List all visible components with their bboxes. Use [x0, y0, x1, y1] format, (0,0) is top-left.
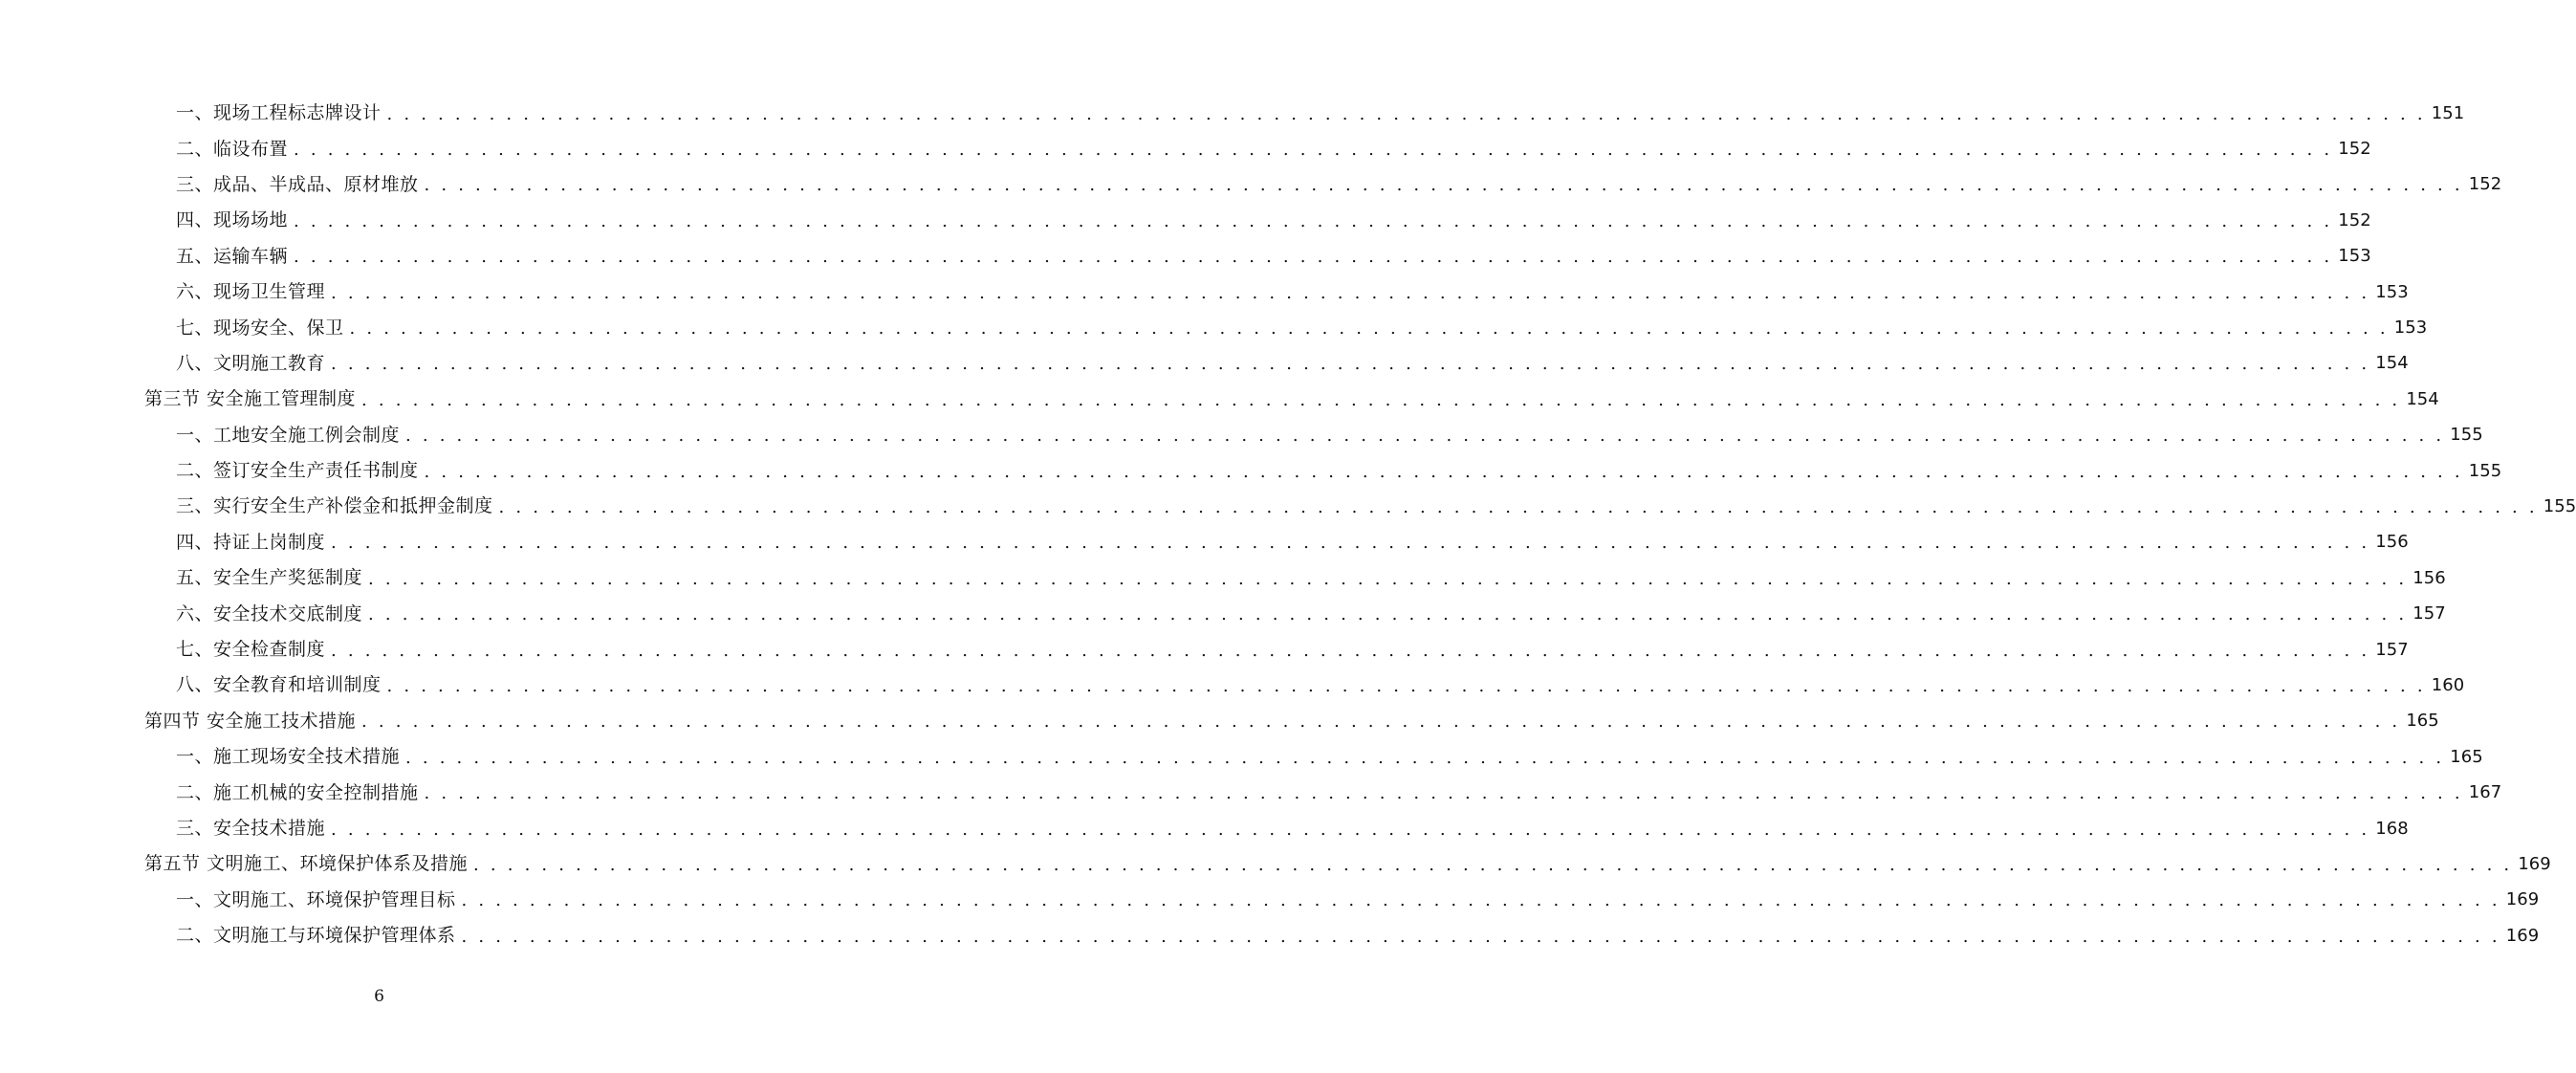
toc-dot-leader: . . . . . . . . . . . . . . . . . . . . . . . . . . . . . . . . . . . . . . . . . . . . . . . . . . . . . . . . . . . . . . . . . . . . . . . . . . . . . . . . . . . . . . . . . . . . . . . . . . . . . . . . . . . . . . . . . . . . . . . . — [405, 747, 2445, 768]
toc-dot-leader: . . . . . . . . . . . . . . . . . . . . . . . . . . . . . . . . . . . . . . . . . . . . . . . . . . . . . . . . . . . . . . . . . . . . . . . . . . . . . . . . . . . . . . . . . . . . . . . . . . . . . . . . . . . . . . . . . . . . . . . . — [461, 926, 2500, 947]
toc-dot-leader: . . . . . . . . . . . . . . . . . . . . . . . . . . . . . . . . . . . . . . . . . . . . . . . . . . . . . . . . . . . . . . . . . . . . . . . . . . . . . . . . . . . . . . . . . . . . . . . . . . . . . . . . . . . . . . . . . . . . . . . . — [473, 854, 2513, 875]
toc-entry-page-number: 154 — [2375, 353, 2409, 374]
toc-entry-title: 三、成品、半成品、原材堆放 — [176, 173, 419, 195]
toc-entry-title: 二、施工机械的安全控制措施 — [176, 781, 419, 803]
toc-section-entry[interactable] — [0, 382, 2439, 417]
toc-dot-leader: . . . . . . . . . . . . . . . . . . . . . . . . . . . . . . . . . . . . . . . . . . . . . . . . . . . . . . . . . . . . . . . . . . . . . . . . . . . . . . . . . . . . . . . . . . . . . . . . . . . . . . . . . . . . . . . . . . . . . . . . — [331, 354, 2370, 375]
toc-dot-leader: . . . . . . . . . . . . . . . . . . . . . . . . . . . . . . . . . . . . . . . . . . . . . . . . . . . . . . . . . . . . . . . . . . . . . . . . . . . . . . . . . . . . . . . . . . . . . . . . . . . . . . . . . . . . . . . . . . . . . . . . — [331, 282, 2370, 303]
toc-entry[interactable] — [0, 596, 2446, 631]
toc-dot-leader: . . . . . . . . . . . . . . . . . . . . . . . . . . . . . . . . . . . . . . . . . . . . . . . . . . . . . . . . . . . . . . . . . . . . . . . . . . . . . . . . . . . . . . . . . . . . . . . . . . . . . . . . . . . . . . . . . . . . . . . . — [331, 640, 2370, 661]
toc-entry-title: 五、安全生产奖惩制度 — [176, 567, 363, 589]
toc-entry[interactable] — [0, 131, 2371, 166]
toc-entry-title: 第三节 安全施工管理制度 — [144, 388, 357, 410]
toc-dot-leader: . . . . . . . . . . . . . . . . . . . . . . . . . . . . . . . . . . . . . . . . . . . . . . . . . . . . . . . . . . . . . . . . . . . . . . . . . . . . . . . . . . . . . . . . . . . . . . . . . . . . . . . . . . . . . . . . . . . . . . . . — [386, 675, 2426, 696]
toc-entry-title: 一、文明施工、环境保护管理目标 — [176, 888, 456, 910]
toc-entry-title: 一、施工现场安全技术措施 — [176, 746, 401, 768]
toc-entry-page-number: 169 — [2505, 889, 2540, 910]
toc-dot-leader: . . . . . . . . . . . . . . . . . . . . . . . . . . . . . . . . . . . . . . . . . . . . . . . . . . . . . . . . . . . . . . . . . . . . . . . . . . . . . . . . . . . . . . . . . . . . . . . . . . . . . . . . . . . . . . . . . . . . . . . . — [294, 140, 2333, 161]
toc-entry[interactable] — [0, 811, 2409, 846]
toc-entry-title: 七、安全检查制度 — [176, 639, 326, 661]
toc-entry-page-number: 165 — [2450, 746, 2483, 767]
toc-entry-title: 一、工地安全施工例会制度 — [176, 424, 401, 446]
toc-entry-title: 六、安全技术交底制度 — [176, 602, 363, 624]
toc-section-entry[interactable] — [0, 704, 2439, 739]
toc-entry-page-number: 155 — [2468, 460, 2502, 481]
toc-dot-leader: . . . . . . . . . . . . . . . . . . . . . . . . . . . . . . . . . . . . . . . . . . . . . . . . . . . . . . . . . . . . . . . . . . . . . . . . . . . . . . . . . . . . . . . . . . . . . . . . . . . . . . . . . . . . . . . . . . . . . . . . — [349, 318, 2389, 339]
toc-entry-title: 一、现场工程标志牌设计 — [176, 102, 382, 124]
toc-entry-page-number: 160 — [2431, 674, 2465, 695]
toc-entry[interactable] — [0, 346, 2409, 382]
toc-entry-title: 六、现场卫生管理 — [176, 281, 326, 303]
toc-entry-page-number: 152 — [2468, 174, 2502, 195]
toc-entry[interactable] — [0, 310, 2428, 345]
toc-entry-title: 二、文明施工与环境保护管理体系 — [176, 925, 456, 947]
toc-entry-page-number: 156 — [2375, 532, 2409, 553]
toc-entry-page-number: 165 — [2406, 711, 2439, 732]
toc-dot-leader: . . . . . . . . . . . . . . . . . . . . . . . . . . . . . . . . . . . . . . . . . . . . . . . . . . . . . . . . . . . . . . . . . . . . . . . . . . . . . . . . . . . . . . . . . . . . . . . . . . . . . . . . . . . . . . . . . . . . . . . . — [424, 175, 2463, 196]
toc-entry[interactable] — [0, 274, 2409, 310]
toc-entry[interactable] — [0, 167, 2502, 203]
toc-entry-title: 三、实行安全生产补偿金和抵押金制度 — [176, 495, 493, 517]
toc-dot-leader: . . . . . . . . . . . . . . . . . . . . . . . . . . . . . . . . . . . . . . . . . . . . . . . . . . . . . . . . . . . . . . . . . . . . . . . . . . . . . . . . . . . . . . . . . . . . . . . . . . . . . . . . . . . . . . . . . . . . . . . . — [386, 103, 2426, 124]
toc-entry[interactable] — [0, 525, 2409, 560]
toc-dot-leader: . . . . . . . . . . . . . . . . . . . . . . . . . . . . . . . . . . . . . . . . . . . . . . . . . . . . . . . . . . . . . . . . . . . . . . . . . . . . . . . . . . . . . . . . . . . . . . . . . . . . . . . . . . . . . . . . . . . . . . . . — [361, 389, 2401, 410]
toc-dot-leader: . . . . . . . . . . . . . . . . . . . . . . . . . . . . . . . . . . . . . . . . . . . . . . . . . . . . . . . . . . . . . . . . . . . . . . . . . . . . . . . . . . . . . . . . . . . . . . . . . . . . . . . . . . . . . . . . . . . . . . . . — [424, 461, 2463, 482]
toc-entry-page-number: 169 — [2505, 925, 2540, 946]
toc-entry-title: 四、持证上岗制度 — [176, 531, 326, 553]
toc-entry[interactable] — [0, 418, 2483, 453]
toc-entry-title: 四、现场场地 — [176, 209, 289, 231]
page-number: 6 — [374, 987, 384, 1006]
toc-dot-leader: . . . . . . . . . . . . . . . . . . . . . . . . . . . . . . . . . . . . . . . . . . . . . . . . . . . . . . . . . . . . . . . . . . . . . . . . . . . . . . . . . . . . . . . . . . . . . . . . . . . . . . . . . . . . . . . . . . . . . . . . — [461, 890, 2500, 911]
toc-entry-page-number: 156 — [2412, 567, 2446, 588]
toc-entry-page-number: 152 — [2338, 209, 2371, 230]
toc-entry-title: 二、签订安全生产责任书制度 — [176, 460, 419, 482]
toc-entry-title: 八、文明施工教育 — [176, 352, 326, 374]
toc-entry-page-number: 155 — [2450, 425, 2483, 446]
toc-entry-page-number: 169 — [2518, 853, 2551, 874]
toc-entry[interactable] — [0, 918, 2540, 953]
toc-dot-leader: . . . . . . . . . . . . . . . . . . . . . . . . . . . . . . . . . . . . . . . . . . . . . . . . . . . . . . . . . . . . . . . . . . . . . . . . . . . . . . . . . . . . . . . . . . . . . . . . . . . . . . . . . . . . . . . . . . . . . . . . — [424, 783, 2463, 804]
toc-dot-leader: . . . . . . . . . . . . . . . . . . . . . . . . . . . . . . . . . . . . . . . . . . . . . . . . . . . . . . . . . . . . . . . . . . . . . . . . . . . . . . . . . . . . . . . . . . . . . . . . . . . . . . . . . . . . . . . . . . . . . . . . — [368, 568, 2408, 589]
toc-entry[interactable] — [0, 239, 2371, 274]
toc-entry[interactable] — [0, 489, 2576, 524]
toc-entry[interactable] — [0, 203, 2371, 238]
toc-entry-page-number: 151 — [2431, 102, 2465, 123]
toc-entry-page-number: 168 — [2375, 818, 2409, 839]
toc-entry-page-number: 167 — [2468, 782, 2502, 803]
toc-entry[interactable] — [0, 453, 2502, 489]
toc-entry-title: 第四节 安全施工技术措施 — [144, 710, 357, 732]
toc-entry-page-number: 157 — [2412, 603, 2446, 624]
toc-dot-leader: . . . . . . . . . . . . . . . . . . . . . . . . . . . . . . . . . . . . . . . . . . . . . . . . . . . . . . . . . . . . . . . . . . . . . . . . . . . . . . . . . . . . . . . . . . . . . . . . . . . . . . . . . . . . . . . . . . . . . . . . — [405, 426, 2445, 447]
toc-dot-leader: . . . . . . . . . . . . . . . . . . . . . . . . . . . . . . . . . . . . . . . . . . . . . . . . . . . . . . . . . . . . . . . . . . . . . . . . . . . . . . . . . . . . . . . . . . . . . . . . . . . . . . . . . . . . . . . . . . . . . . . . — [331, 819, 2370, 840]
toc-dot-leader: . . . . . . . . . . . . . . . . . . . . . . . . . . . . . . . . . . . . . . . . . . . . . . . . . . . . . . . . . . . . . . . . . . . . . . . . . . . . . . . . . . . . . . . . . . . . . . . . . . . . . . . . . . . . . . . . . . . . . . . . — [331, 533, 2370, 554]
toc-entry-page-number: 152 — [2338, 139, 2371, 160]
table-of-contents — [0, 96, 2576, 953]
toc-entry-page-number: 153 — [2393, 318, 2428, 339]
toc-entry[interactable] — [0, 668, 2465, 703]
toc-entry-page-number: 153 — [2375, 281, 2409, 302]
toc-entry[interactable] — [0, 560, 2446, 596]
toc-entry[interactable] — [0, 775, 2502, 810]
toc-entry-page-number: 157 — [2375, 639, 2409, 660]
toc-entry-page-number: 153 — [2338, 246, 2371, 267]
toc-entry-title: 二、临设布置 — [176, 138, 289, 160]
toc-dot-leader: . . . . . . . . . . . . . . . . . . . . . . . . . . . . . . . . . . . . . . . . . . . . . . . . . . . . . . . . . . . . . . . . . . . . . . . . . . . . . . . . . . . . . . . . . . . . . . . . . . . . . . . . . . . . . . . . . . . . . . . . — [368, 604, 2408, 625]
toc-entry-page-number: 155 — [2543, 495, 2576, 516]
toc-dot-leader: . . . . . . . . . . . . . . . . . . . . . . . . . . . . . . . . . . . . . . . . . . . . . . . . . . . . . . . . . . . . . . . . . . . . . . . . . . . . . . . . . . . . . . . . . . . . . . . . . . . . . . . . . . . . . . . . . . . . . . . . — [294, 247, 2333, 268]
toc-entry-title: 五、运输车辆 — [176, 245, 289, 267]
toc-entry[interactable] — [0, 883, 2540, 918]
toc-entry-title: 八、安全教育和培训制度 — [176, 674, 382, 696]
toc-dot-leader: . . . . . . . . . . . . . . . . . . . . . . . . . . . . . . . . . . . . . . . . . . . . . . . . . . . . . . . . . . . . . . . . . . . . . . . . . . . . . . . . . . . . . . . . . . . . . . . . . . . . . . . . . . . . . . . . . . . . . . . . — [294, 210, 2333, 231]
toc-entry-page-number: 154 — [2406, 388, 2439, 409]
toc-dot-leader: . . . . . . . . . . . . . . . . . . . . . . . . . . . . . . . . . . . . . . . . . . . . . . . . . . . . . . . . . . . . . . . . . . . . . . . . . . . . . . . . . . . . . . . . . . . . . . . . . . . . . . . . . . . . . . . . . . . . . . . . — [361, 712, 2401, 733]
toc-entry-title: 第五节 文明施工、环境保护体系及措施 — [144, 853, 469, 875]
toc-entry[interactable] — [0, 632, 2409, 668]
toc-section-entry[interactable] — [0, 846, 2551, 882]
toc-entry[interactable] — [0, 739, 2483, 775]
toc-dot-leader: . . . . . . . . . . . . . . . . . . . . . . . . . . . . . . . . . . . . . . . . . . . . . . . . . . . . . . . . . . . . . . . . . . . . . . . . . . . . . . . . . . . . . . . . . . . . . . . . . . . . . . . . . . . . . . . . . . . . . . . . — [498, 496, 2538, 517]
toc-entry-title: 三、安全技术措施 — [176, 818, 326, 839]
toc-entry[interactable] — [0, 96, 2465, 131]
toc-entry-title: 七、现场安全、保卫 — [176, 317, 344, 339]
